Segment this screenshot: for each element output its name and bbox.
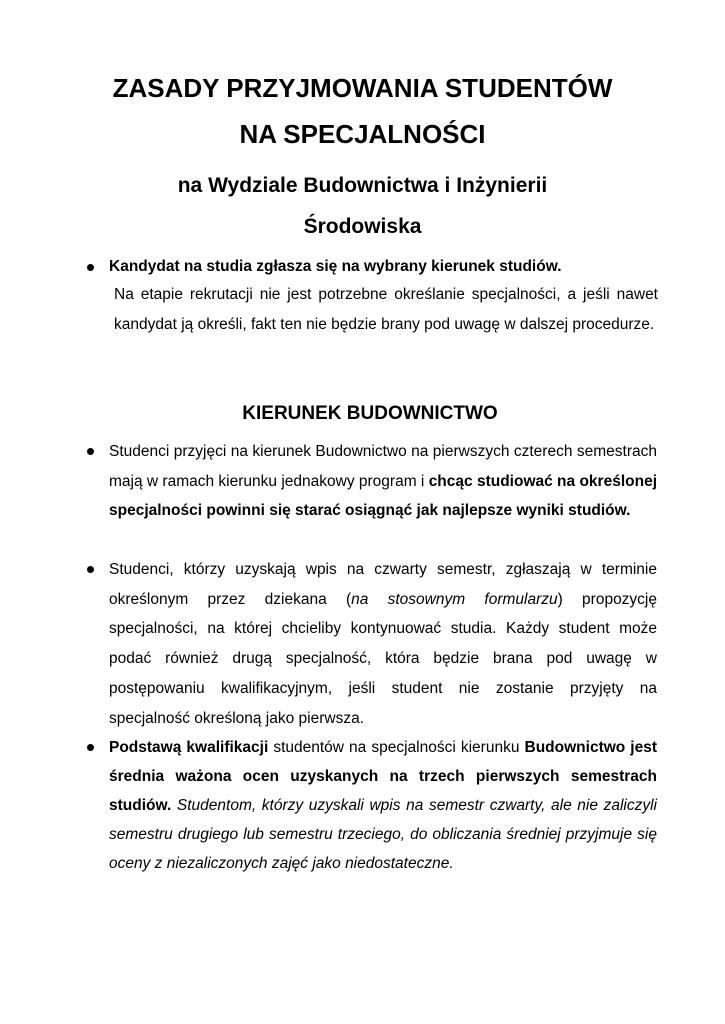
list-item-3-text: [109, 733, 657, 878]
document-title-line-2: NA SPECJALNOŚCI: [239, 119, 486, 149]
list-item-1: [87, 437, 657, 526]
bullet-icon: [87, 744, 94, 751]
intro-bullet: [87, 257, 657, 277]
document-subtitle-line-1: na Wydziale Budownictwa i Inżynierii: [177, 174, 548, 197]
list-item-1-bold: chcąc studiować na określonej specjalności powinni się starać osiągnąć jak najlepsze wyniki studiów.: [109, 472, 657, 520]
section-heading: KIERUNEK BUDOWNICTWO: [242, 403, 498, 424]
bullet-icon: [87, 566, 94, 573]
list-item-2-italic: na stosownym formularzu: [351, 590, 558, 608]
list-item-2-plain-a: Studenci, którzy uzyskają wpis na czwarty semestr, zgłaszają w terminie określonym przez dziekana (: [109, 561, 657, 608]
intro-bold-text: Kandydat na studia zgłasza się na wybrany kierunek studiów.: [109, 258, 562, 275]
bullet-icon: [87, 448, 94, 455]
list-item-3: [87, 733, 657, 878]
list-item-3-plain: studentów na specjalności kierunku: [268, 739, 525, 756]
list-item-1-text: [109, 437, 657, 526]
list-item-3-bold-a: Podstawą kwalifikacji: [109, 739, 269, 756]
list-item-2: [87, 555, 657, 733]
bullet-icon: [87, 264, 94, 271]
list-item-1-plain: Studenci przyjęci na kierunek Budownictwo na pierwszych czterech semestrach mają w ramach kierunku jednakowy program i: [109, 443, 657, 490]
document-title-line-1: ZASADY PRZYJMOWANIA STUDENTÓW: [112, 73, 613, 103]
intro-paragraph: Na etapie rekrutacji nie jest potrzebne określanie specjalności, a jeśli nawet kandydat ją określi, fakt ten nie będzie brany pod uwagę w dalszej procedurze.: [114, 286, 658, 333]
document-subtitle-line-2: Środowiska: [303, 215, 422, 238]
list-item-2-plain-b: ) propozycję specjalności, na której chcieliby kontynuować studia. Każdy student może podać również drugą specjalność, która będzie brana pod uwagę w postępowaniu kwalifikacyjnym, jeśli student nie zostanie przyjęty na specjalność określoną jako pierwsza.: [109, 590, 657, 727]
list-item-3-italic: Studentom, którzy uzyskali wpis na semestr czwarty, ale nie zaliczyli semestru drugiego lub semestru trzeciego, do obliczania średniej przyjmuje się oceny z niezaliczonych zajęć jako niedostateczne.: [109, 797, 657, 872]
list-item-3-bold-b: Budownictwo jest średnia ważona ocen uzyskanych na trzech pierwszych semestrach studiów.: [109, 739, 658, 814]
list-item-2-text: [109, 555, 657, 733]
